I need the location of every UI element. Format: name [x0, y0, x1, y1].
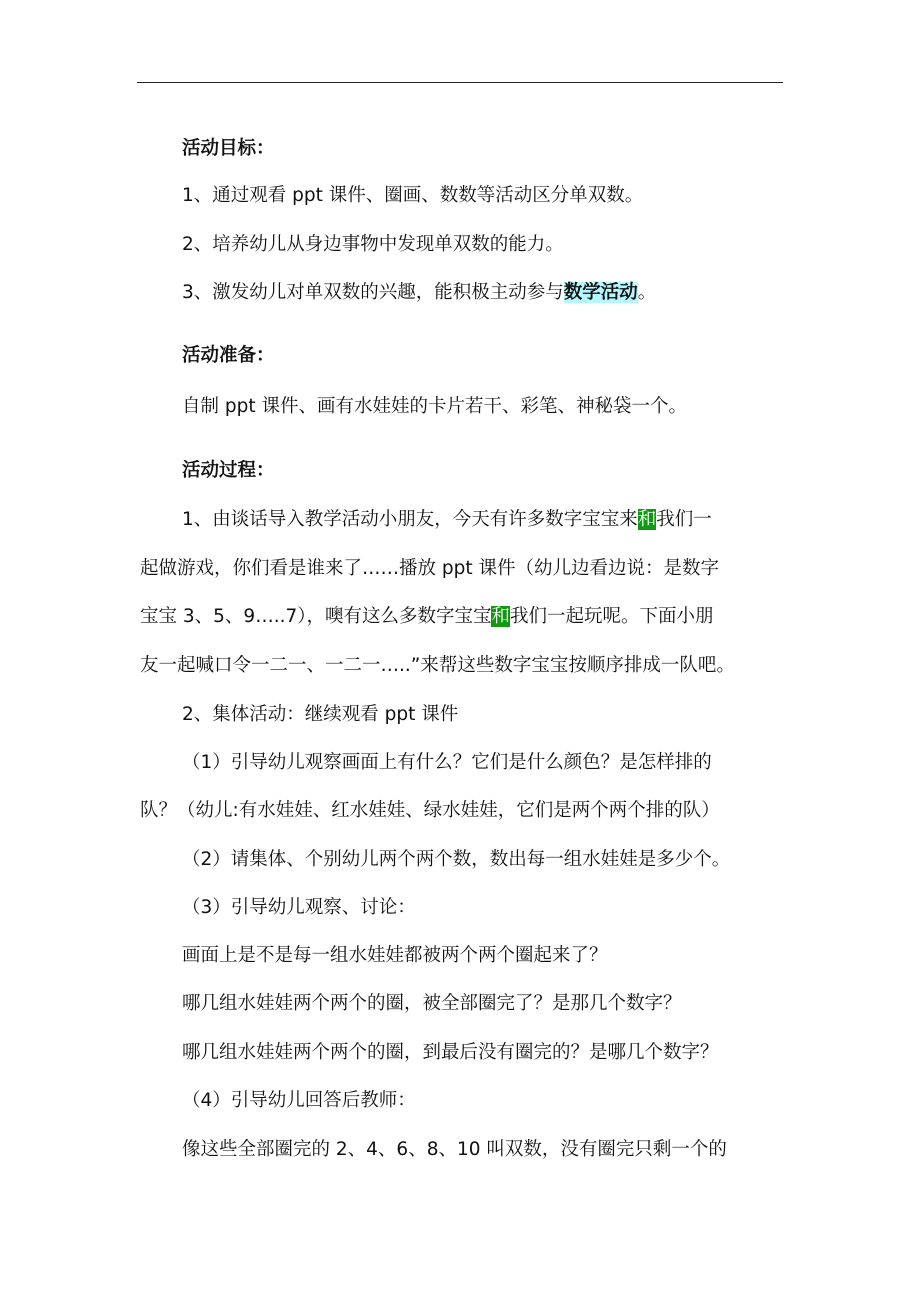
process-p2-4: （4）引导幼儿回答后教师：: [182, 1090, 416, 1111]
goal-item-3-end: 。: [637, 282, 657, 303]
goal-item-3-text: 3、激发幼儿对单双数的兴趣，能积极主动参与: [182, 282, 564, 303]
highlight-he-1: 和: [637, 509, 657, 530]
prep-heading: 活动准备：: [182, 345, 275, 366]
process-p2-2: （2）请集体、个别幼儿两个两个数，数出每一组水娃娃是多少个。: [182, 849, 731, 870]
goal-item-1: 1、通过观看 ppt 课件、圈画、数数等活动区分单双数。: [182, 185, 644, 206]
goal-item-2: 2、培养幼儿从身边事物中发现单双数的能力。: [182, 234, 564, 255]
goal-item-3: [182, 280, 656, 306]
header-rule: [137, 82, 783, 83]
process-p1-line3-end: 我们一起玩呢。下面小朋: [510, 606, 714, 627]
process-p1-line1-end: 我们一: [656, 509, 712, 530]
process-last-line: 像这些全部圈完的 2、4、6、8、10 叫双数，没有圈完只剩一个的: [182, 1139, 727, 1160]
goals-heading: 活动目标：: [182, 138, 275, 159]
process-p1-line2: 起做游戏，你们看是谁来了……播放 ppt 课件（幼儿边看边说：是数字: [140, 558, 720, 579]
prep-text: 自制 ppt 课件、画有水娃娃的卡片若干、彩笔、神秘袋一个。: [182, 396, 688, 417]
question-1: 画面上是不是每一组水娃娃都被两个两个圈起来了？: [182, 945, 608, 966]
process-p1-line3: [140, 604, 714, 630]
question-2: 哪几组水娃娃两个两个的圈，被全部圈完了？是那几个数字？: [182, 993, 682, 1014]
process-heading: 活动过程：: [182, 460, 275, 481]
process-p2-3: （3）引导幼儿观察、讨论：: [182, 897, 416, 918]
process-p2-1-line2: 队？（幼儿:有水娃娃、红水娃娃、绿水娃娃，它们是两个两个排的队）: [140, 800, 720, 821]
question-3: 哪几组水娃娃两个两个的圈，到最后没有圈完的？是哪几个数字？: [182, 1042, 719, 1063]
process-p2-1-line1: （1）引导幼儿观察画面上有什么？它们是什么颜色？是怎样排的: [182, 752, 712, 773]
process-p2: 2、集体活动：继续观看 ppt 课件: [182, 704, 459, 725]
highlight-math-activity: 数学活动: [563, 282, 638, 303]
process-p1-line1-text: 1、由谈话导入教学活动小朋友，今天有许多数字宝宝来: [182, 509, 638, 530]
process-p1-line3-text: 宝宝 3、5、9…..7），噢有这么多数字宝宝: [140, 606, 492, 627]
process-p1-line1: [182, 507, 712, 533]
highlight-he-2: 和: [491, 606, 510, 627]
process-p1-line4: 友一起喊口令一二一、一二一…..”来帮这些数字宝宝按顺序排成一队吧。: [140, 655, 735, 676]
